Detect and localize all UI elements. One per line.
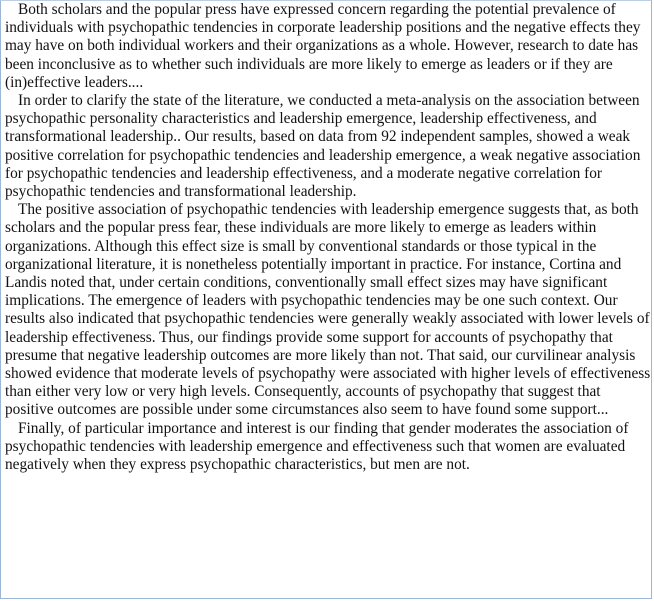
paragraph-1: Both scholars and the popular press have expressed concern regarding the potential prevalence of individuals with psychopathic tendencies in corporate leadership positions and the negative effects they may have on both individual workers and their organizations as a whole. However, research to date has been inconclusive as to whether such individuals are more likely to emerge as leaders or if they are (in)effective leaders.... bbox=[5, 1, 641, 91]
paragraph-4: Finally, of particular importance and interest is our finding that gender moderates the association of psychopathic tendencies with leadership emergence and effectiveness such that women are evaluated negatively when they express psychopathic characteristics, but men are not. bbox=[5, 419, 629, 474]
paragraph-2: In order to clarify the state of the literature, we conducted a meta-analysis on the association between psychopathic personality characteristics and leadership emergence, leadership effectiveness, and transformational leadership.. Our results, based on data from 92 independent samples, showed a weak positive correlation for psychopathic tendencies and leadership emergence, a weak negative association for psychopathic tendencies and leadership effectiveness, and a moderate negative correlation for psychopathic tendencies and transformational leadership. bbox=[5, 92, 641, 201]
paragraph-3: The positive association of psychopathic tendencies with leadership emergence suggests that, as both scholars and the popular press fear, these individuals are more likely to emerge as leaders within organizations. Although this effect size is small by conventional standards or those typical in the organizational literature, it is nonetheless potentially important in practice. For instance, Cortina and Landis noted that, under certain conditions, conventionally small effect sizes may have significant implications. The emergence of leaders with psychopathic tendencies may be one such context. Our results also indicated that psychopathic tendencies were generally weakly associated with lower levels of leadership effectiveness. Thus, our findings provide some support for accounts of psychopathy that presume that negative leadership outcomes are more likely than not. That said, our curvilinear analysis showed evidence that moderate levels of psychopathy were associated with higher levels of effectiveness than either very low or very high levels. Consequently, accounts of psychopathy that suggest that positive outcomes are possible under some circumstances also seem to have found some support... bbox=[5, 201, 651, 419]
